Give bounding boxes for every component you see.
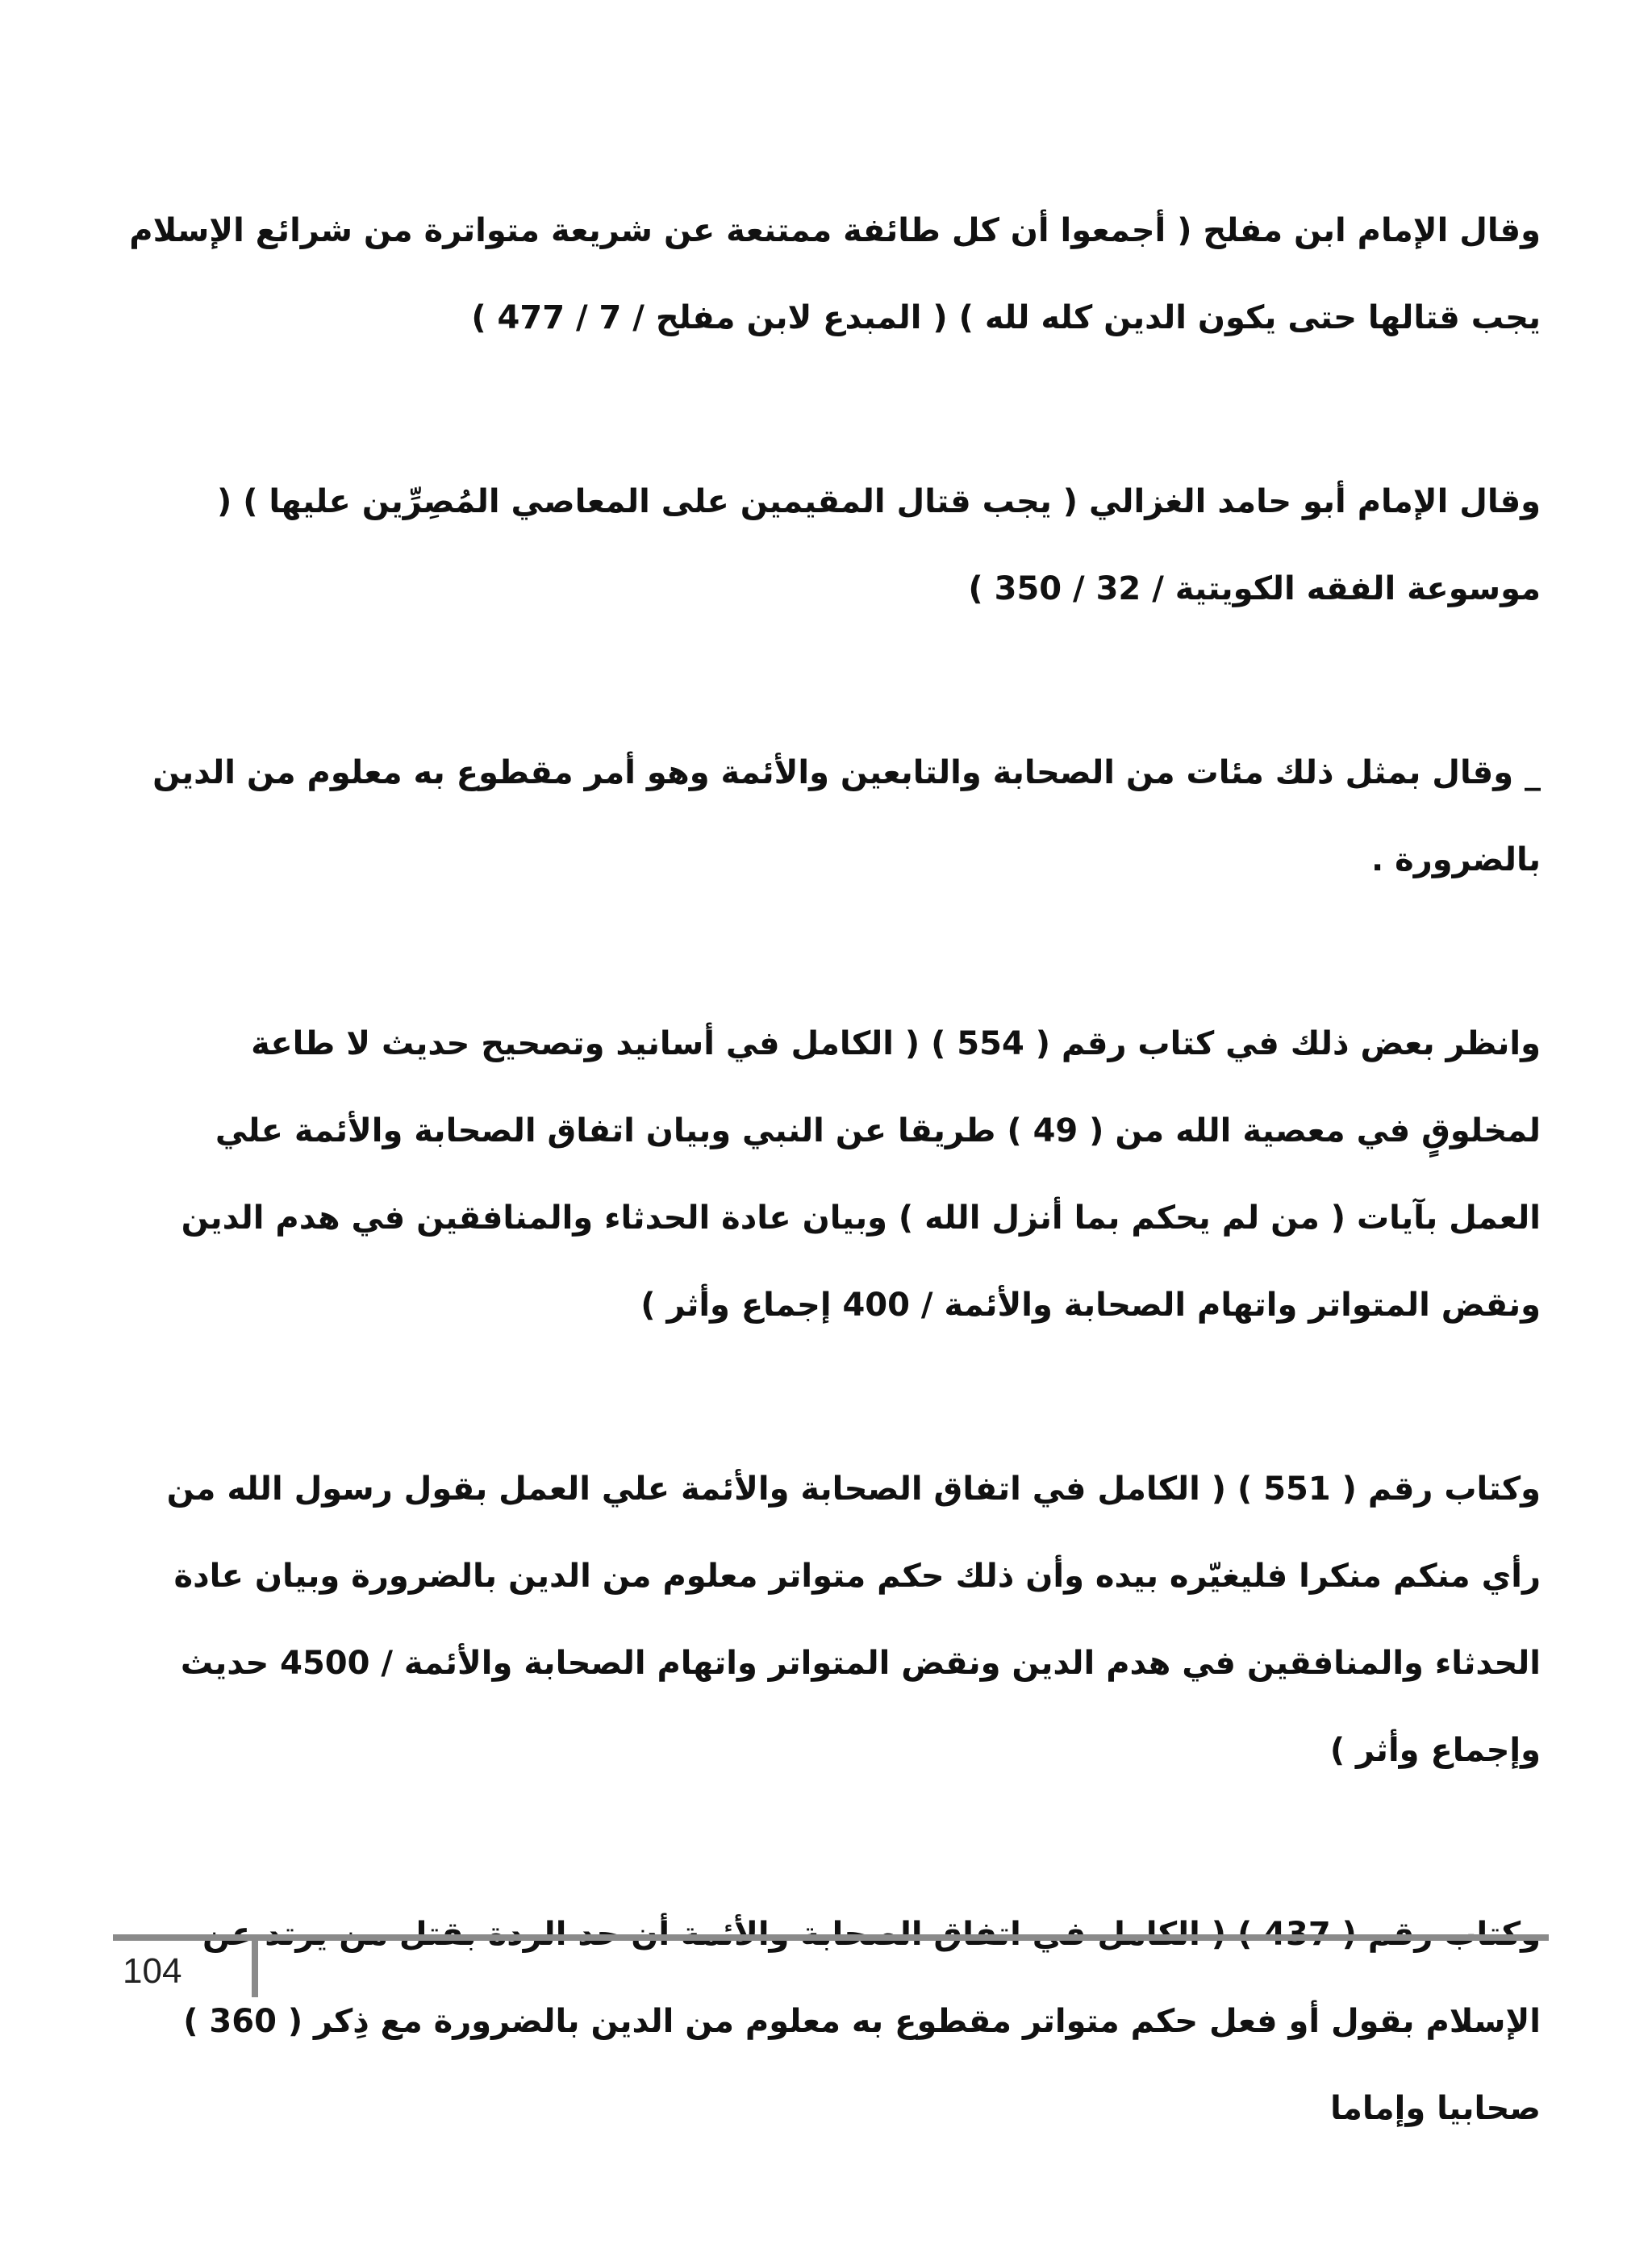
paragraph-ibn-muflih-quote: وقال الإمام ابن مفلح ( أجمعوا أن كل طائفة ممتنعة عن شريعة متواترة من شرائع الإسلام يجب قتالها حتى يكون الدين كله لله ) ( المبدع لابن مفلح / 7 / 477 ) bbox=[129, 212, 1541, 336]
paragraph-book-551: وكتاب رقم ( 551 ) ( الكامل في اتفاق الصحابة والأئمة علي العمل بقول رسول الله من رأي منكم منكرا فليغيّره بيده وأن ذلك حكم متواتر معلوم من الدين بالضرورة وبيان عادة الحدثاء والمنافقين في هدم الدين ونقض المتواتر واتهام الصحابة والأئمة / 4500 حديث وإجماع وأثر ) bbox=[166, 1471, 1541, 1769]
paragraph-ghazali-quote: وقال الإمام أبو حامد الغزالي ( يجب قتال المقيمين على المعاصي المُصِرِّين عليها ) ( موسوعة الفقه الكويتية / 32 / 350 ) bbox=[217, 483, 1541, 607]
page-number: 104 bbox=[123, 1951, 182, 1991]
paragraph-book-554: وانظر بعض ذلك في كتاب رقم ( 554 ) ( الكامل في أسانيد وتصحيح حديث لا طاعة لمخلوقٍ في معصية الله من ( 49 ) طريقا عن النبي وبيان اتفاق الصحابة والأئمة علي العمل بآيات ( من لم يحكم بما أنزل الله ) وبيان عادة الحدثاء والمنافقين في هدم الدين ونقض المتواتر واتهام الصحابة والأئمة / 400 إجماع وأثر ) bbox=[181, 1025, 1541, 1324]
footer-divider bbox=[252, 1939, 258, 1997]
footer-rule bbox=[113, 1934, 1549, 1941]
paragraph-companions-consensus: _ وقال بمثل ذلك مئات من الصحابة والتابعين والأئمة وهو أمر مقطوع به معلوم من الدين بالضرورة . bbox=[152, 754, 1541, 878]
paragraph-book-437: الإسلام بقول أو فعل حكم متواتر مقطوع به معلوم من الدين بالضرورة مع ذِكر ( 360 ) صحابيا وإماما bbox=[183, 2003, 1541, 2127]
page-content bbox=[121, 187, 1541, 2257]
